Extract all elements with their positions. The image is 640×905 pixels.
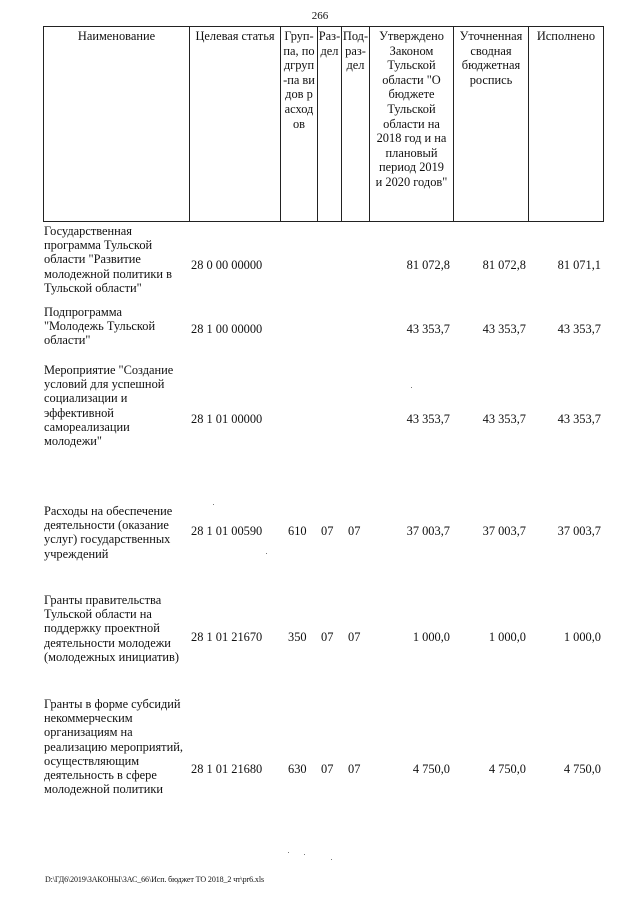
row-approved: 43 353,7 — [406, 322, 450, 336]
scan-speck — [266, 553, 267, 554]
page-number: 266 — [311, 10, 329, 22]
header-executed: Исполнено — [529, 26, 604, 222]
header-approved: Утверждено Законом Тульской области "О бюджете Тульской области на 2018 год и на плановый период 2019 и 2020 годов" — [370, 26, 454, 222]
row-revised: 1 000,0 — [488, 630, 526, 644]
row-executed: 1 000,0 — [563, 630, 601, 644]
row-executed: 43 353,7 — [557, 412, 601, 426]
row-revised: 43 353,7 — [482, 412, 526, 426]
row-approved: 4 750,0 — [412, 762, 450, 776]
row-revised: 81 072,8 — [482, 258, 526, 272]
row-group: 630 — [288, 762, 307, 776]
row-target: 28 1 01 21680 — [191, 762, 263, 776]
scan-speck — [213, 504, 214, 505]
header-target: Целевая статья — [190, 26, 281, 222]
row-name: Гранты в форме субсидий некоммерческим организациям на реализацию мероприятий, осуществляющим деятельность в сфере молодежной политики — [44, 697, 183, 797]
row-group: 610 — [288, 524, 307, 538]
row-executed: 4 750,0 — [563, 762, 601, 776]
row-subsection: 07 — [348, 630, 361, 644]
row-name: Государственная программа Тульской области "Развитие молодежной политики в Тульской области" — [44, 224, 172, 295]
row-target: 28 1 00 00000 — [191, 322, 263, 336]
row-target: 28 1 01 21670 — [191, 630, 263, 644]
header-revised: Уточненная сводная бюджетная роспись — [454, 26, 529, 222]
row-approved: 37 003,7 — [406, 524, 450, 538]
row-target: 28 1 01 00590 — [191, 524, 263, 538]
row-executed: 81 071,1 — [557, 258, 601, 272]
row-revised: 43 353,7 — [482, 322, 526, 336]
row-executed: 43 353,7 — [557, 322, 601, 336]
row-target: 28 0 00 00000 — [191, 258, 263, 272]
row-executed: 37 003,7 — [557, 524, 601, 538]
row-section: 07 — [321, 524, 334, 538]
row-name: Подпрограмма "Молодежь Тульской области" — [44, 305, 156, 348]
row-approved: 81 072,8 — [406, 258, 450, 272]
header-subsection: Под-раз-дел — [342, 26, 370, 222]
row-approved: 1 000,0 — [412, 630, 450, 644]
row-approved: 43 353,7 — [406, 412, 450, 426]
scan-speck — [411, 387, 412, 388]
header-section: Раз-дел — [318, 26, 342, 222]
row-revised: 4 750,0 — [488, 762, 526, 776]
row-section: 07 — [321, 630, 334, 644]
row-name: Расходы на обеспечение деятельности (оказание услуг) государственных учреждений — [44, 504, 173, 561]
row-group: 350 — [288, 630, 307, 644]
scan-speck — [304, 854, 305, 855]
row-subsection: 07 — [348, 762, 361, 776]
header-group: Груп-па, подгруп-па видов расходов — [281, 26, 318, 222]
header-name: Наименование — [43, 26, 190, 222]
row-target: 28 1 01 00000 — [191, 412, 263, 426]
scan-speck — [331, 859, 332, 860]
footer-file-path: D:\ГД6\2019\ЗАКОНЫ\ЗАС_66\Исп. бюджет ТО 2018_2 чт\pr6.xls — [45, 875, 264, 884]
row-revised: 37 003,7 — [482, 524, 526, 538]
row-name: Гранты правительства Тульской области на поддержку проектной деятельности молодежи (молодежных инициатив) — [44, 593, 179, 664]
scan-speck — [288, 852, 289, 853]
row-subsection: 07 — [348, 524, 361, 538]
row-section: 07 — [321, 762, 334, 776]
row-name: Мероприятие "Создание условий для успешной социализации и эффективной самореализации молодежи" — [44, 363, 174, 449]
